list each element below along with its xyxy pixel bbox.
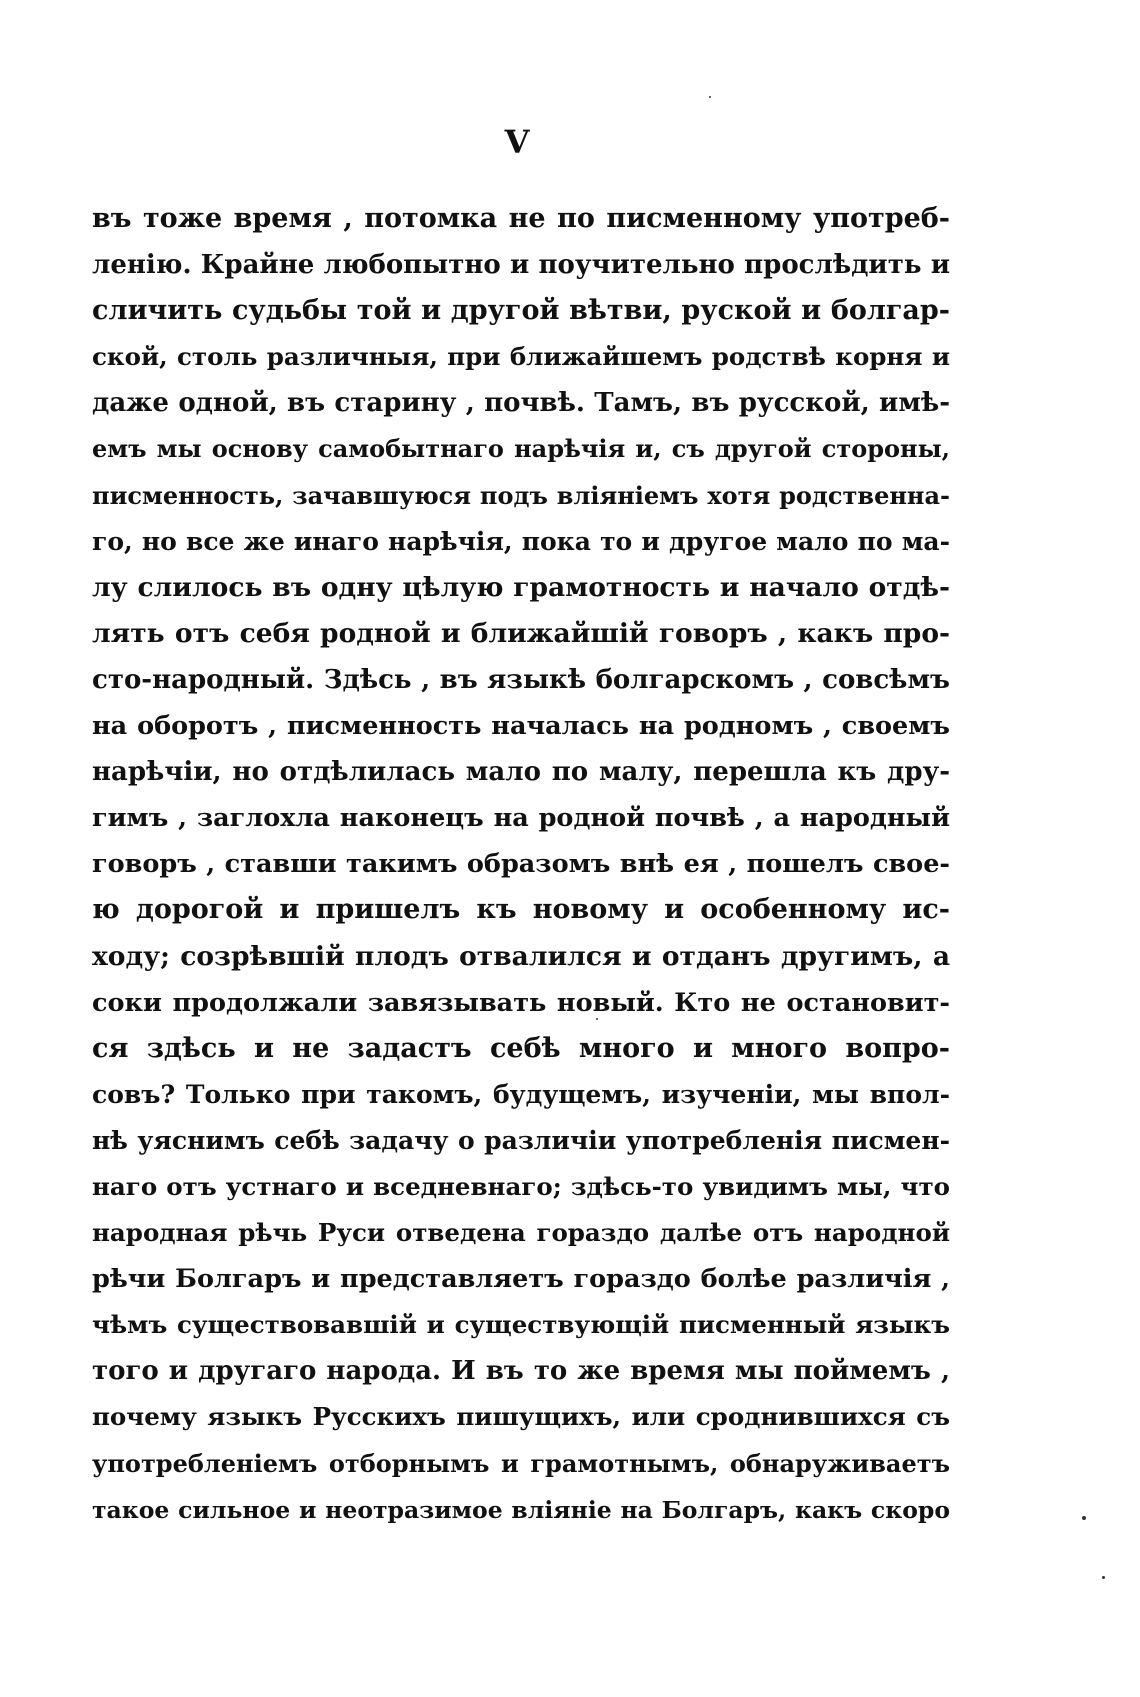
text-line: сто-народный. Здѣсь , въ языкѣ болгарскомъ , совсѣмъ <box>92 664 950 695</box>
scan-speck <box>1102 1576 1105 1579</box>
text-line: почему языкъ Руcскихъ пишущихъ, или сроднившихся съ <box>92 1402 950 1432</box>
text-line: ходу; созрѣвшій плодъ отвалился и отданъ другимъ, а <box>92 940 950 972</box>
text-line: ся здѣсь и не задастъ себѣ много и много вопро- <box>92 1032 950 1064</box>
text-line: емъ мы основу самобытнаго нарѣчія и, съ другой стороны, <box>92 434 950 464</box>
text-line: того и другаго народа. И въ то же время мы поймемъ , <box>92 1356 950 1387</box>
text-line: нарѣчіи, но отдѣлилась мало по малу, перешла къ дру- <box>92 757 950 788</box>
text-line: сличить судьбы той и другой вѣтви, руской и болгар- <box>92 295 950 327</box>
text-line: ю дорогой и пришелъ къ новому и особенному ис- <box>92 894 950 926</box>
text-line: нѣ уяснимъ себѣ задачу о различіи употребленія писмен- <box>92 1125 950 1155</box>
text-line: на оборотъ , писменность началась на родномъ , своемъ <box>92 711 950 742</box>
text-line: въ тоже время , потомка не по писменному употреб- <box>92 203 950 234</box>
scan-speck <box>596 1018 598 1020</box>
scan-speck <box>1082 1516 1086 1520</box>
text-line: го, но все же инаго нарѣчія, пока то и другое мало по ма- <box>92 526 950 556</box>
text-line: лять отъ себя родной и ближайшій говоръ , какъ про- <box>92 617 950 649</box>
text-line: совъ? Только при такомъ, будущемъ, изученіи, мы впол- <box>92 1079 950 1109</box>
text-line: народная рѣчь Руси отведена гораздо далѣе отъ народной <box>92 1218 950 1248</box>
text-line: говоръ , ставши такимъ образомъ внѣ ея , пошелъ свое- <box>92 849 950 880</box>
text-line: такое сильное и неотразимое вліяніе на Болгаръ, какъ скоро <box>92 1495 950 1524</box>
text-line: соки продолжали завязывать новый. Кто не остановит- <box>92 987 950 1018</box>
text-line: наго отъ устнаго и вседневнаго; здѣсь-то увидимъ мы, что <box>92 1171 950 1201</box>
scan-speck <box>709 96 711 98</box>
body-text <box>92 196 950 1533</box>
text-line: чѣмъ существовавшій и существующій писменный языкъ <box>92 1310 950 1340</box>
text-line: лу слилось въ одну цѣлую грамотность и начало отдѣ- <box>92 571 950 603</box>
text-line: ленію. Крайне любопытно и поучительно прослѣдить и <box>92 250 950 281</box>
text-line: писменность, зачавшуюся подъ вліяніемъ хотя родственна- <box>92 480 950 510</box>
text-line: употребленіемъ отборнымъ и грамотнымъ, обнаруживаетъ <box>92 1448 950 1478</box>
text-line: ской, столь различныя, при ближайшемъ родствѣ корня и <box>92 342 950 372</box>
text-line: рѣчи Болгаръ и представляетъ гораздо болѣе различія , <box>92 1264 950 1295</box>
text-line: гимъ , заглохла наконецъ на родной почвѣ , а народный <box>92 803 950 834</box>
page-number: V <box>504 123 530 161</box>
text-line: даже одной, въ старину , почвѣ. Тамъ, въ русской, имѣ- <box>92 388 950 419</box>
